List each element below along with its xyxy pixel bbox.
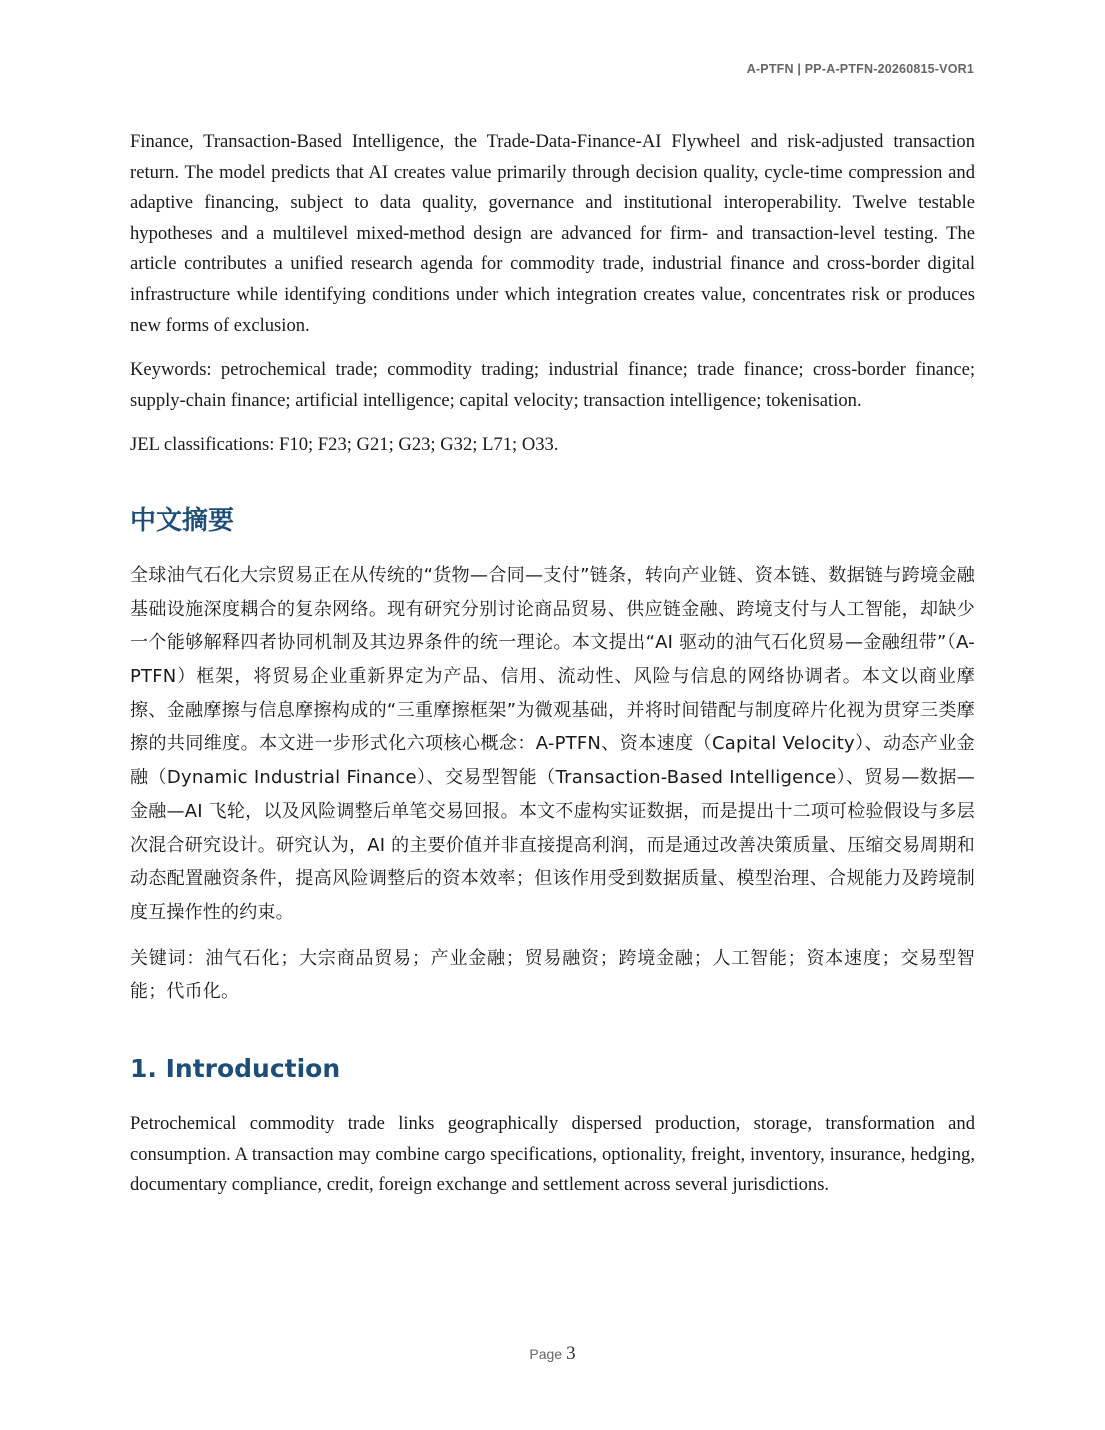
page-label: Page [529,1346,563,1362]
section-heading-zh-abstract: 中文摘要 [130,505,235,536]
section-heading-introduction: 1. Introduction [130,1054,341,1084]
introduction-paragraph: Petrochemical commodity trade links geographically dispersed production, storage, transformation and consumption. A transaction may combine cargo specifications, optionality, freight, inventory, insurance, hedging, documentary compliance, credit, foreign exchange and settlement across several jurisdictions. [130,1113,975,1196]
page-content [130,127,975,1201]
running-header: A-PTFN | PP-A-PTFN-20260815-VOR1 [746,62,974,76]
page-footer [0,1343,1105,1365]
abstract-zh-body: 全球油气石化大宗贸易正在从传统的“货物—合同—支付”链条，转向产业链、资本链、数据链与跨境金融基础设施深度耦合的复杂网络。现有研究分别讨论商品贸易、供应链金融、跨境支付与人工智能，却缺少一个能够解释四者协同机制及其边界条件的统一理论。本文提出“AI 驱动的油气石化贸易—金融纽带”（A-PTFN）框架，将贸易企业重新界定为产品、信用、流动性、风险与信息的网络协调者。本文以商业摩擦、金融摩擦与信息摩擦构成的“三重摩擦框架”为微观基础，并将时间错配与制度碎片化视为贯穿三类摩擦的共同维度。本文进一步形式化六项核心概念：A-PTFN、资本速度（Capital Velocity）、动态产业金融（Dynamic Industrial Finance）、交易型智能（Transaction-Based Intelligence）、贸易—数据—金融—AI 飞轮，以及风险调整后单笔交易回报。本文不虚构实证数据，而是提出十二项可检验假设与多层次混合研究设计。研究认为，AI 的主要价值并非直接提高利润，而是通过改善决策质量、压缩交易周期和动态配置融资条件，提高风险调整后的资本效率；但该作用受到数据质量、模型治理、合规能力及跨境制度互操作性的约束。 [130,564,975,923]
abstract-en-continuation: Finance, Transaction-Based Intelligence, the Trade-Data-Finance-AI Flywheel and risk-adjusted transaction return. The model predicts that AI creates value primarily through decision quality, cycle-time compression and adaptive financing, subject to data quality, governance and institutional interoperability. Twelve testable hypotheses and a multilevel mixed-method design are advanced for firm- and transaction-level testing. The article contributes a unified research agenda for commodity trade, industrial finance and cross-border digital infrastructure while identifying conditions under which integration creates value, concentrates risk or produces new forms of exclusion. [130,131,975,336]
abstract-zh-keywords: 关键词：油气石化；大宗商品贸易；产业金融；贸易融资；跨境金融；人工智能；资本速度；交易型智能；代币化。 [130,947,975,1003]
abstract-en-keywords: Keywords: petrochemical trade; commodity trading; industrial finance; trade finance; cross-border finance; supply-chain finance; artificial intelligence; capital velocity; transaction intelligence; tokenisation. [130,359,975,411]
jel-classifications: JEL classifications: F10; F23; G21; G23; G32; L71; O33. [130,434,559,456]
page-number: 3 [566,1343,576,1364]
